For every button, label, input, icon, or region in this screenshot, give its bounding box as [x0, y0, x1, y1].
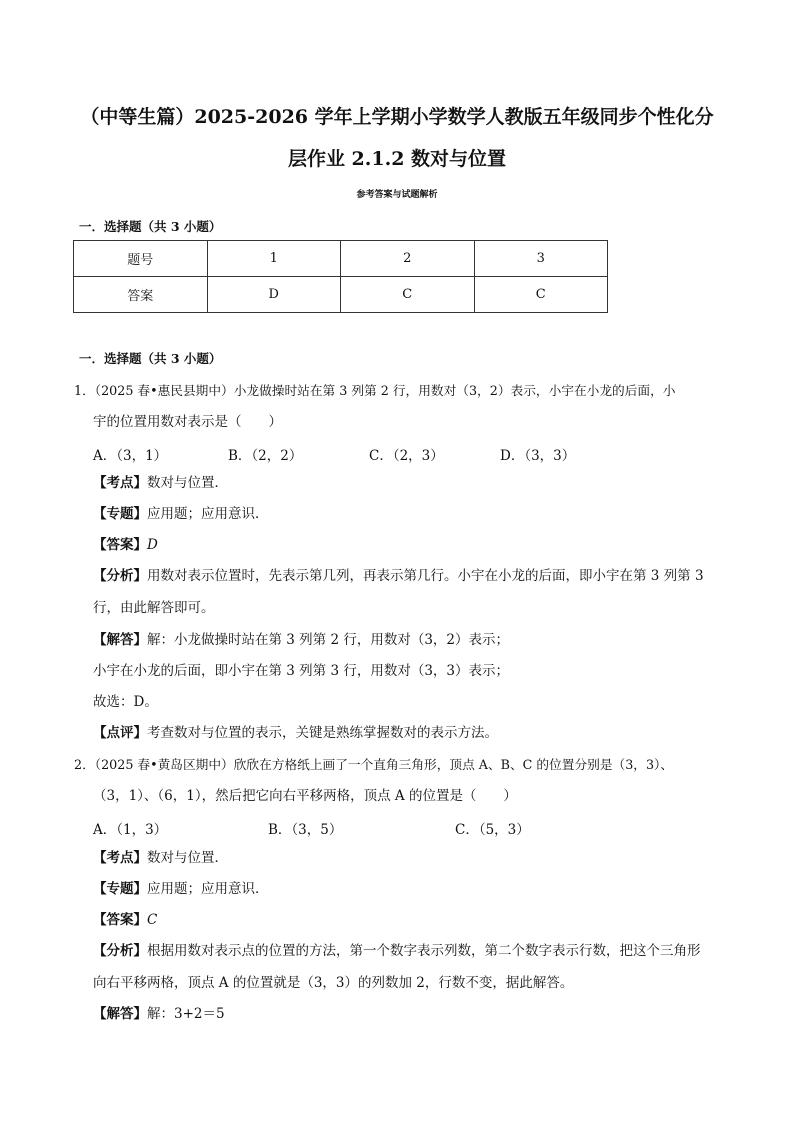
label-tag: 【解答】 — [93, 1006, 147, 1022]
section-heading-explanations: 一．选择题（共 3 小题） — [79, 351, 222, 366]
table-cell: D — [207, 277, 341, 313]
q1-option-b: B．（2，2） — [228, 448, 303, 464]
section-heading-answer-key: 一．选择题（共 3 小题） — [79, 219, 222, 234]
label-tag: 【考点】 — [93, 475, 147, 491]
q1-stem-line-2: 宇的位置用数对表示是（ ） — [93, 414, 282, 430]
table-cell: C — [474, 277, 608, 313]
q1-kaodian — [93, 474, 228, 492]
table-cell: 2 — [341, 241, 475, 277]
q1-fenxi-line-1 — [93, 567, 704, 585]
table-cell: C — [341, 277, 475, 313]
q1-option-c: C．（2，3） — [369, 448, 444, 464]
q2-jieda-text: 解：3+2＝5 — [147, 1006, 225, 1022]
q1-zhuanti-text: 应用题；应用意识． — [147, 506, 269, 522]
table-cell: 3 — [474, 241, 608, 277]
label-tag: 【专题】 — [93, 881, 147, 897]
q2-option-b: B．（3，5） — [268, 822, 343, 838]
q2-jieda-line-1 — [93, 1005, 225, 1023]
label-tag: 【分析】 — [93, 568, 147, 584]
q1-stem-line-1: 1．（2025 春•惠民县期中）小龙做操时站在第 3 列第 2 行，用数对（3，2）表示，小宇在小龙的后面，小 — [74, 383, 676, 398]
document-title-line-2: 层作业 2.1.2 数对与位置 — [287, 148, 507, 170]
answer-key-table — [73, 240, 608, 313]
q1-daan — [93, 536, 158, 554]
q1-daan-text: D — [147, 537, 158, 553]
document-title-line-1: （中等生篇）2025-2026 学年上学期小学数学人教版五年级同步个性化分 — [80, 106, 714, 128]
q1-option-d: D．（3，3） — [500, 448, 576, 464]
q2-stem-line-2: （3，1）、（6，1），然后把它向右平移两格，顶点 A 的位置是（ ） — [93, 788, 517, 804]
q1-fenxi-line-2: 行，由此解答即可。 — [93, 600, 215, 616]
q1-kaodian-text: 数对与位置． — [147, 475, 228, 491]
q2-daan-text: C — [147, 912, 158, 928]
q2-option-c: C．（5，3） — [455, 822, 530, 838]
q1-zhuanti — [93, 505, 269, 523]
table-header-cell: 题号 — [74, 241, 208, 277]
q1-jieda-line-3: 故选：D。 — [93, 694, 158, 710]
q2-fenxi-text: 根据用数对表示点的位置的方法，第一个数字表示列数，第二个数字表示行数，把这个三角形 — [147, 943, 701, 959]
table-cell: 1 — [207, 241, 341, 277]
q2-zhuanti — [93, 880, 269, 898]
table-row-answers — [74, 277, 608, 313]
label-tag: 【专题】 — [93, 506, 147, 522]
label-tag: 【考点】 — [93, 850, 147, 866]
q1-jieda-line-1 — [93, 631, 509, 649]
label-tag: 【点评】 — [93, 725, 147, 741]
q2-stem-line-1: 2．（2025 春•黄岛区期中）欣欣在方格纸上画了一个直角三角形，顶点 A、B、C 的位置分别是（3，3）、 — [74, 757, 674, 772]
q2-kaodian — [93, 849, 228, 867]
document-subtitle: 参考答案与试题解析 — [356, 190, 438, 200]
q1-jieda-line-2: 小宇在小龙的后面，即小宇在第 3 列第 3 行，用数对（3，3）表示； — [93, 663, 510, 679]
label-tag: 【答案】 — [93, 912, 147, 928]
label-tag: 【解答】 — [93, 632, 147, 648]
q2-fenxi-line-1 — [93, 942, 701, 960]
q1-fenxi-text: 用数对表示位置时，先表示第几列，再表示第几行。小宇在小龙的后面，即小宇在第 3 列第 3 — [147, 568, 704, 584]
label-tag: 【分析】 — [93, 943, 147, 959]
table-row-numbers — [74, 241, 608, 277]
q2-fenxi-line-2: 向右平移两格，顶点 A 的位置就是（3，3）的列数加 2，行数不变，据此解答。 — [93, 975, 574, 991]
q2-zhuanti-text: 应用题；应用意识． — [147, 881, 269, 897]
q2-option-a: A．（1，3） — [93, 822, 168, 838]
q1-jieda-text: 解：小龙做操时站在第 3 列第 2 行，用数对（3，2）表示； — [147, 632, 510, 648]
label-tag: 【答案】 — [93, 537, 147, 553]
q2-kaodian-text: 数对与位置． — [147, 850, 228, 866]
table-header-cell: 答案 — [74, 277, 208, 313]
q1-dianping — [93, 724, 498, 742]
q2-daan — [93, 911, 157, 929]
q1-option-a: A．（3，1） — [93, 448, 168, 464]
q1-dianping-text: 考查数对与位置的表示，关键是熟练掌握数对的表示方法。 — [147, 725, 498, 741]
